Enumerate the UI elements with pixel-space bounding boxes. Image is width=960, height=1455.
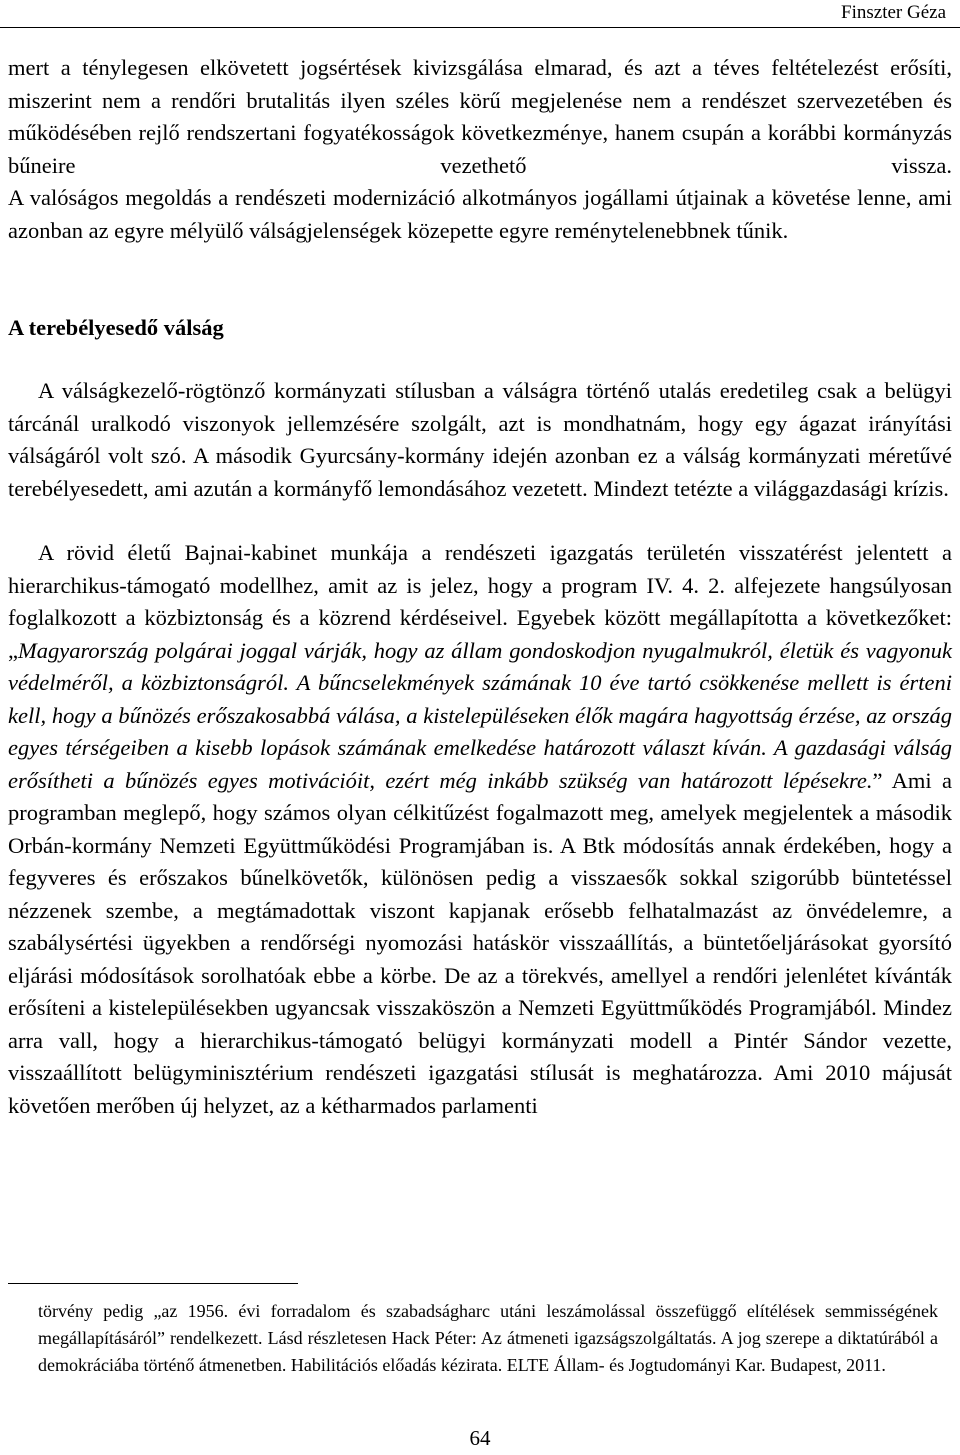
- header-divider: [0, 27, 960, 28]
- paragraph-3-text-after-quote: Ami a programban meglepő, hogy számos olyan célkitűzést fogalmazott meg, amelyek megjelentek a második Orbán-kormány Nemzeti Együttműködési Programjában is. A Btk módosítás annak érdekében, hogy a fegyveres és erőszakos bűnelkövetők, különösen pedig a visszaesők sokkal szigorúbb büntetéssel nézzenek szembe, a megtámadottak viszont kapjanak erősebb felhatalmazást az önvédelemre, a szabálysértési ügyekben a rendőrségi nyomozási hatáskör visszaállítás, a büntetőeljárásokat gyorsító eljárási módosítások sorolhatóak ebbe a körbe. De az a törekvés, amellyel a rendőri jelenlétet kívánták erősíteni a kistelepülésekben ugyancsak visszaköszön a Nemzeti Együttműködés Programjából. Mindez arra vall, hogy a hierarchikus-támogató belügyi kormányzati modell a Pintér Sándor vezette, visszaállított belügyminisztérium rendészeti igazgatási stílusát is meghatározza. Ami 2010 májusát követően merőben új helyzet, az a kétharmados parlamenti: [8, 767, 952, 1118]
- paragraph-1-part-1: mert a ténylegesen elkövetett jogsértések kivizsgálása elmarad, és azt a téves feltételezést erősíti, miszerint nem a rendőri brutalitás ilyen széles körű megjelenése nem a rendészet szervezetében és működésében rejlő rendszertani fogyatékosságok következménye, hanem csupán a korábbi kormányzás bűneire vezethető vissza.: [8, 55, 952, 178]
- paragraph-2-text: A válságkezelő-rögtönző kormányzati stílusban a válságra történő utalás eredetileg csak a belügyi tárcánál uralkodó viszonyok jellemzésére szolgált, azt is mondhatnám, hogy egy ágazat irányítási válságáról volt szó. A második Gyurcsány-kormány idején azonban ez a válság kormányzati méretűvé terebélyesedett, ami azután a kormányfő lemondásához vezetett. Mindezt tetézte a világgazdasági krízis.: [8, 378, 952, 501]
- footnote: törvény pedig „az 1956. évi forradalom és szabadságharc utáni leszámolással összefüggő elítélések semmisségének megállapításáról” rendelkezett. Lásd részletesen Hack Péter: Az átmeneti igazságszolgáltatás. A jog szerepe a diktatúrából a demokráciába történő átmenetben. Habilitációs előadás kézirata. ELTE Állam- és Jogtudományi Kar. Budapest, 2011.: [38, 1301, 938, 1375]
- running-header-author: Finszter Géza: [841, 2, 946, 23]
- page-number: 64: [469, 1426, 491, 1450]
- paragraph-3: [8, 537, 952, 1122]
- section-heading: A terebélyesedő válság: [8, 315, 224, 340]
- paragraph-3-quote: Magyarország polgárai joggal várják, hogy az állam gondoskodjon nyugalmukról, életük és vagyonuk védelméről, a közbiztonságról. A bűncselekmények számának 10 éve tartó csökkenése mellett is érteni kell, hogy a bűnözés erőszakosabbá válása, a kistelepüléseken élők magára hagyottság érzése, az ország egyes térségeiben a kisebb lopások számának emelkedése határozott választ kíván. A gazdasági válság erősítheti a bűnözés egyes motivációit, ezért még inkább szükség van határozott lépésekre.: [8, 637, 952, 793]
- paragraph-1: [8, 52, 952, 247]
- paragraph-3-text-before-quote: A rövid életű Bajnai-kabinet munkája a rendészeti igazgatás területén visszatérést jelentett a hierarchikus-támogató modellhez, amit az is jelez, hogy a program IV. 4. 2. alfejezete hangsúlyosan foglalkozott a közbiztonság és a közrend kérdéseivel. Egyebek között megállapította a következőket: „: [8, 540, 952, 663]
- paragraph-3-quote-close: ”: [872, 767, 883, 793]
- paragraph-1-part-2: A valóságos megoldás a rendészeti modernizáció alkotmányos jogállami útjainak a követése lenne, ami azonban az egyre mélyülő válságjelenségek közepette egyre reménytelenebbnek tűnik.: [8, 185, 952, 243]
- paragraph-2: [8, 375, 952, 505]
- footnote-divider: [8, 1283, 298, 1284]
